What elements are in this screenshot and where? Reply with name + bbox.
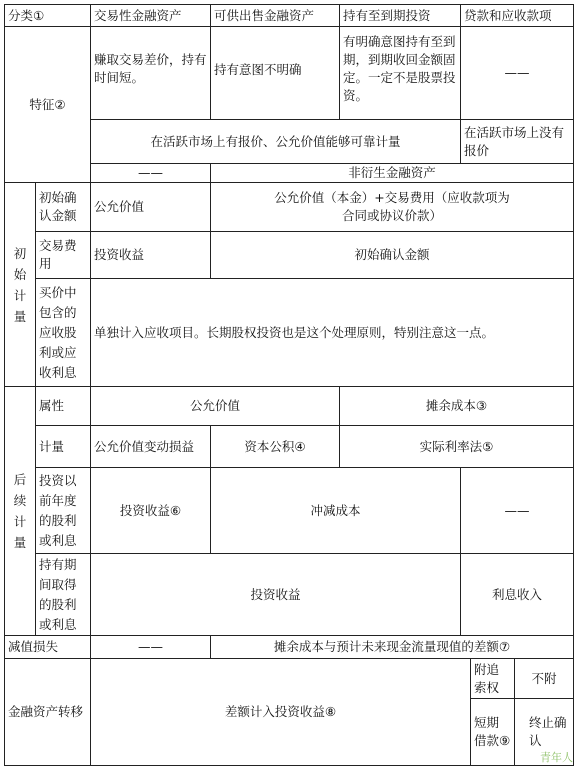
transfer-text: 差额计入投资收益⑧ (90, 658, 471, 766)
header-trading: 交易性金融资产 (90, 4, 211, 27)
watermark-logo: 青年人 (540, 751, 573, 764)
initial-others-amount: 公允价值（本金）+交易费用（应收款项为合同或协议价款） (210, 182, 574, 232)
initial-amount-label: 初始确认金额 (35, 182, 91, 232)
subsequent-fair-value: 公允价值 (90, 386, 340, 426)
features-htm-desc: 有明确意图持有至到期，到期收回金额固定。一定不是股票投资。 (339, 26, 461, 120)
initial-label: 初始计量 (4, 182, 36, 387)
features-trading-dash: —— (90, 163, 211, 183)
initial-dividend-text: 单独计入应收项目。长期股权投资也是这个处理原则，特别注意这一点。 (90, 278, 574, 387)
features-trading-desc: 赚取交易差价，持有时间短。 (90, 26, 211, 120)
subsequent-amortized-cost: 摊余成本③ (339, 386, 574, 426)
features-afs-desc: 持有意图不明确 (210, 26, 340, 120)
subsequent-loans-prior: —— (460, 467, 574, 554)
features-non-derivative: 非衍生金融资产 (210, 163, 574, 183)
subsequent-trading-measure: 公允价值变动损益 (90, 425, 211, 468)
subsequent-period-label: 持有期间取得的股利或利息 (35, 553, 91, 636)
features-label: 特征② (4, 26, 91, 183)
header-category: 分类① (4, 4, 91, 27)
subsequent-trading-prior: 投资收益⑥ (90, 467, 211, 554)
header-htm: 持有至到期投资 (339, 4, 461, 27)
subsequent-offset-cost: 冲减成本 (210, 467, 461, 554)
header-afs: 可供出售金融资产 (210, 4, 340, 27)
transfer-no-recourse: 不附 (514, 658, 574, 699)
features-active-market: 在活跃市场上有报价、公允价值能够可靠计量 (90, 119, 461, 164)
impairment-label: 减值损失 (4, 635, 91, 659)
subsequent-effective-rate: 实际利率法⑤ (339, 425, 574, 468)
subsequent-interest-income: 利息收入 (460, 553, 574, 636)
transfer-derecognize: 终止确认 (514, 698, 574, 766)
transfer-label: 金融资产转移 (4, 658, 91, 766)
impairment-trading: —— (90, 635, 211, 659)
subsequent-afs-measure: 资本公积④ (210, 425, 340, 468)
subsequent-label: 后续计量 (4, 386, 36, 636)
subsequent-prior-label: 投资以前年度的股利或利息 (35, 467, 91, 554)
subsequent-attr-label: 属性 (35, 386, 91, 426)
transfer-short-loan: 短期借款⑨ (470, 698, 515, 766)
subsequent-measure-label: 计量 (35, 425, 91, 468)
header-loans: 贷款和应收款项 (460, 4, 574, 27)
initial-fee-label: 交易费用 (35, 231, 91, 279)
initial-dividend-label: 买价中包含的应收股利或应收利息 (35, 278, 91, 387)
initial-others-fee: 初始确认金额 (210, 231, 574, 279)
subsequent-period-income: 投资收益 (90, 553, 461, 636)
initial-trading-fee: 投资收益 (90, 231, 211, 279)
initial-trading-amount: 公允价值 (90, 182, 211, 232)
features-loans-desc: —— (460, 26, 574, 120)
impairment-others: 摊余成本与预计未来现金流量现值的差额⑦ (210, 635, 574, 659)
transfer-recourse: 附追索权 (470, 658, 515, 699)
features-no-active-market: 在活跃市场上没有报价 (460, 119, 574, 164)
